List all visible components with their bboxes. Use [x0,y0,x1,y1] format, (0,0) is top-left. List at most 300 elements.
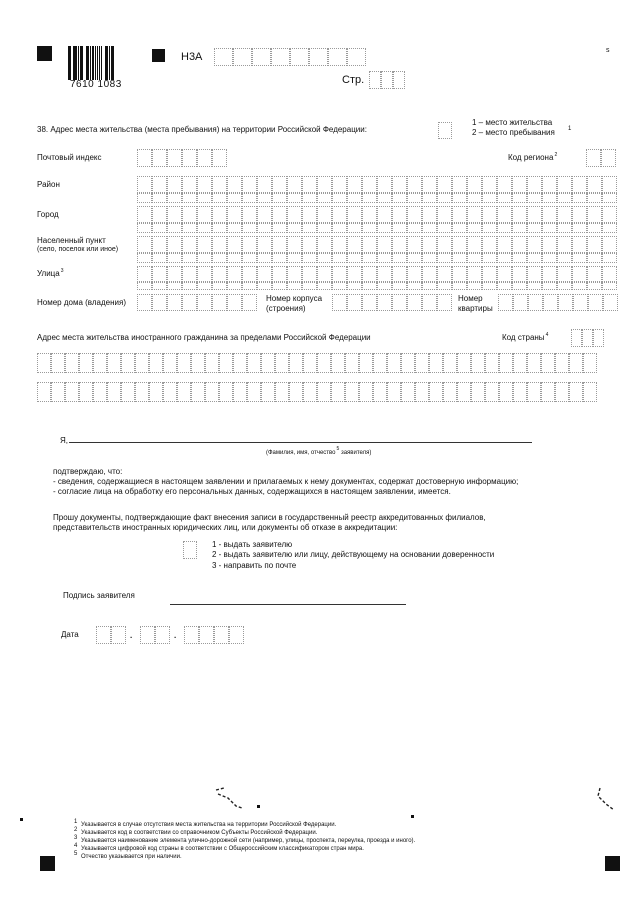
declarant-name-line[interactable] [69,442,532,443]
comb-cell[interactable] [587,223,602,233]
comb-cell[interactable] [347,206,362,223]
comb-cell[interactable] [542,206,557,223]
comb-cell[interactable] [497,223,512,233]
comb-cell[interactable] [569,382,583,402]
comb-cell[interactable] [482,236,497,253]
comb-cell[interactable] [287,206,302,223]
comb-cell[interactable] [191,353,205,373]
comb-cell[interactable] [347,193,362,203]
comb-cell[interactable] [347,282,362,290]
comb-cell[interactable] [437,193,452,203]
comb-cell[interactable] [593,329,604,347]
comb-cell[interactable] [381,71,393,89]
comb-cell[interactable] [437,282,452,290]
comb-cell[interactable] [452,206,467,223]
comb-cell[interactable] [182,253,197,263]
comb-cell[interactable] [107,353,121,373]
comb-cell[interactable] [152,282,167,290]
comb-cell[interactable] [452,236,467,253]
comb-cell[interactable] [569,353,583,373]
comb-cell[interactable] [51,382,65,402]
comb-cell[interactable] [392,176,407,193]
comb-cell[interactable] [392,266,407,282]
comb-cell[interactable] [467,253,482,263]
comb-cell[interactable] [482,176,497,193]
comb-cell[interactable] [242,266,257,282]
comb-cell[interactable] [497,236,512,253]
street-field-row1[interactable] [137,266,617,282]
comb-cell[interactable] [557,282,572,290]
comb-cell[interactable] [182,176,197,193]
comb-cell[interactable] [377,294,392,311]
comb-cell[interactable] [452,193,467,203]
comb-cell[interactable] [557,223,572,233]
comb-cell[interactable] [527,282,542,290]
comb-cell[interactable] [362,193,377,203]
comb-cell[interactable] [512,282,527,290]
comb-cell[interactable] [602,253,617,263]
comb-cell[interactable] [328,48,347,66]
comb-cell[interactable] [345,382,359,402]
comb-cell[interactable] [317,206,332,223]
comb-cell[interactable] [407,176,422,193]
comb-cell[interactable] [401,353,415,373]
comb-cell[interactable] [392,294,407,311]
comb-cell[interactable] [377,193,392,203]
city-field-row1[interactable] [137,206,617,223]
comb-cell[interactable] [422,253,437,263]
comb-cell[interactable] [212,206,227,223]
comb-cell[interactable] [197,149,212,167]
comb-cell[interactable] [152,223,167,233]
comb-cell[interactable] [572,206,587,223]
comb-cell[interactable] [393,71,405,89]
comb-cell[interactable] [137,176,152,193]
page-number-field[interactable] [369,71,405,89]
comb-cell[interactable] [65,382,79,402]
comb-cell[interactable] [275,382,289,402]
comb-cell[interactable] [527,266,542,282]
comb-cell[interactable] [513,353,527,373]
comb-cell[interactable] [242,236,257,253]
comb-cell[interactable] [602,236,617,253]
comb-cell[interactable] [212,282,227,290]
comb-cell[interactable] [272,176,287,193]
comb-cell[interactable] [359,382,373,402]
comb-cell[interactable] [205,353,219,373]
comb-cell[interactable] [137,149,152,167]
comb-cell[interactable] [257,176,272,193]
comb-cell[interactable] [543,294,558,311]
comb-cell[interactable] [303,353,317,373]
district-field-row2[interactable] [137,193,617,203]
comb-cell[interactable] [452,282,467,290]
comb-cell[interactable] [467,176,482,193]
comb-cell[interactable] [527,236,542,253]
comb-cell[interactable] [557,266,572,282]
comb-cell[interactable] [345,353,359,373]
comb-cell[interactable] [257,223,272,233]
comb-cell[interactable] [467,206,482,223]
comb-cell[interactable] [332,223,347,233]
comb-cell[interactable] [392,253,407,263]
comb-cell[interactable] [242,176,257,193]
comb-cell[interactable] [182,149,197,167]
comb-cell[interactable] [51,353,65,373]
building-number-field[interactable] [332,294,452,311]
comb-cell[interactable] [457,353,471,373]
comb-cell[interactable] [407,193,422,203]
comb-cell[interactable] [482,282,497,290]
comb-cell[interactable] [182,206,197,223]
comb-cell[interactable] [302,253,317,263]
city-field-row2[interactable] [137,223,617,233]
comb-cell[interactable] [452,223,467,233]
comb-cell[interactable] [437,223,452,233]
comb-cell[interactable] [212,149,227,167]
comb-cell[interactable] [197,294,212,311]
comb-cell[interactable] [602,176,617,193]
comb-cell[interactable] [152,294,167,311]
comb-cell[interactable] [272,223,287,233]
comb-cell[interactable] [512,253,527,263]
comb-cell[interactable] [467,282,482,290]
comb-cell[interactable] [407,223,422,233]
comb-cell[interactable] [542,193,557,203]
comb-cell[interactable] [214,626,229,644]
comb-cell[interactable] [542,253,557,263]
comb-cell[interactable] [149,382,163,402]
comb-cell[interactable] [137,236,152,253]
comb-cell[interactable] [555,353,569,373]
comb-cell[interactable] [572,253,587,263]
comb-cell[interactable] [542,176,557,193]
comb-cell[interactable] [227,253,242,263]
comb-cell[interactable] [583,382,597,402]
comb-cell[interactable] [467,223,482,233]
comb-cell[interactable] [152,206,167,223]
comb-cell[interactable] [437,206,452,223]
comb-cell[interactable] [317,176,332,193]
comb-cell[interactable] [182,266,197,282]
comb-cell[interactable] [247,353,261,373]
comb-cell[interactable] [227,282,242,290]
postal-code-field[interactable] [137,149,227,167]
comb-cell[interactable] [227,223,242,233]
comb-cell[interactable] [197,282,212,290]
comb-cell[interactable] [37,382,51,402]
comb-cell[interactable] [212,223,227,233]
comb-cell[interactable] [602,282,617,290]
comb-cell[interactable] [392,236,407,253]
comb-cell[interactable] [542,223,557,233]
comb-cell[interactable] [219,382,233,402]
comb-cell[interactable] [392,206,407,223]
comb-cell[interactable] [437,294,452,311]
comb-cell[interactable] [137,206,152,223]
comb-cell[interactable] [347,253,362,263]
comb-cell[interactable] [362,206,377,223]
comb-cell[interactable] [512,266,527,282]
comb-cell[interactable] [541,353,555,373]
comb-cell[interactable] [93,382,107,402]
comb-cell[interactable] [96,626,111,644]
comb-cell[interactable] [272,253,287,263]
comb-cell[interactable] [152,253,167,263]
comb-cell[interactable] [167,282,182,290]
comb-cell[interactable] [261,353,275,373]
comb-cell[interactable] [377,236,392,253]
comb-cell[interactable] [121,353,135,373]
comb-cell[interactable] [499,353,513,373]
comb-cell[interactable] [401,382,415,402]
comb-cell[interactable] [471,353,485,373]
comb-cell[interactable] [572,176,587,193]
comb-cell[interactable] [182,223,197,233]
comb-cell[interactable] [407,253,422,263]
comb-cell[interactable] [429,353,443,373]
comb-cell[interactable] [362,236,377,253]
comb-cell[interactable] [197,223,212,233]
comb-cell[interactable] [272,266,287,282]
comb-cell[interactable] [287,266,302,282]
comb-cell[interactable] [287,253,302,263]
comb-cell[interactable] [309,48,328,66]
comb-cell[interactable] [257,253,272,263]
comb-cell[interactable] [573,294,588,311]
apartment-number-field[interactable] [498,294,618,311]
comb-cell[interactable] [184,626,199,644]
comb-cell[interactable] [167,294,182,311]
comb-cell[interactable] [482,266,497,282]
comb-cell[interactable] [527,176,542,193]
comb-cell[interactable] [392,223,407,233]
comb-cell[interactable] [332,282,347,290]
comb-cell[interactable] [557,193,572,203]
comb-cell[interactable] [197,236,212,253]
comb-cell[interactable] [177,382,191,402]
comb-cell[interactable] [182,193,197,203]
comb-cell[interactable] [512,223,527,233]
comb-cell[interactable] [587,193,602,203]
comb-cell[interactable] [362,282,377,290]
comb-cell[interactable] [422,193,437,203]
comb-cell[interactable] [527,353,541,373]
comb-cell[interactable] [177,353,191,373]
comb-cell[interactable] [485,382,499,402]
comb-cell[interactable] [392,193,407,203]
comb-cell[interactable] [199,626,214,644]
comb-cell[interactable] [528,294,543,311]
comb-cell[interactable] [332,176,347,193]
comb-cell[interactable] [583,353,597,373]
comb-cell[interactable] [271,48,290,66]
comb-cell[interactable] [287,236,302,253]
comb-cell[interactable] [257,236,272,253]
comb-cell[interactable] [212,266,227,282]
comb-cell[interactable] [242,223,257,233]
comb-cell[interactable] [587,206,602,223]
country-code-field[interactable] [571,329,604,347]
comb-cell[interactable] [512,206,527,223]
comb-cell[interactable] [219,353,233,373]
comb-cell[interactable] [572,236,587,253]
comb-cell[interactable] [111,626,126,644]
comb-cell[interactable] [272,206,287,223]
comb-cell[interactable] [482,193,497,203]
comb-cell[interactable] [422,266,437,282]
comb-cell[interactable] [182,282,197,290]
comb-cell[interactable] [527,193,542,203]
comb-cell[interactable] [437,176,452,193]
comb-cell[interactable] [422,176,437,193]
comb-cell[interactable] [37,353,51,373]
comb-cell[interactable] [302,236,317,253]
comb-cell[interactable] [572,223,587,233]
comb-cell[interactable] [587,236,602,253]
street-field-row2[interactable] [137,282,617,290]
comb-cell[interactable] [377,266,392,282]
comb-cell[interactable] [317,353,331,373]
comb-cell[interactable] [347,223,362,233]
comb-cell[interactable] [512,176,527,193]
comb-cell[interactable] [137,294,152,311]
comb-cell[interactable] [233,48,252,66]
comb-cell[interactable] [65,353,79,373]
comb-cell[interactable] [252,48,271,66]
comb-cell[interactable] [229,626,244,644]
comb-cell[interactable] [485,353,499,373]
nza-field[interactable] [214,48,366,66]
region-code-field[interactable] [586,149,616,167]
comb-cell[interactable] [422,206,437,223]
comb-cell[interactable] [290,48,309,66]
comb-cell[interactable] [79,382,93,402]
comb-cell[interactable] [317,253,332,263]
comb-cell[interactable] [571,329,582,347]
comb-cell[interactable] [261,382,275,402]
comb-cell[interactable] [362,253,377,263]
comb-cell[interactable] [498,294,513,311]
comb-cell[interactable] [407,294,422,311]
comb-cell[interactable] [303,382,317,402]
comb-cell[interactable] [257,266,272,282]
comb-cell[interactable] [471,382,485,402]
comb-cell[interactable] [257,193,272,203]
comb-cell[interactable] [467,266,482,282]
comb-cell[interactable] [362,294,377,311]
comb-cell[interactable] [586,149,601,167]
comb-cell[interactable] [482,253,497,263]
comb-cell[interactable] [438,122,452,139]
comb-cell[interactable] [527,223,542,233]
comb-cell[interactable] [362,176,377,193]
comb-cell[interactable] [317,382,331,402]
comb-cell[interactable] [407,282,422,290]
comb-cell[interactable] [482,206,497,223]
comb-cell[interactable] [152,193,167,203]
comb-cell[interactable] [601,149,616,167]
comb-cell[interactable] [332,294,347,311]
comb-cell[interactable] [497,253,512,263]
comb-cell[interactable] [467,236,482,253]
comb-cell[interactable] [302,223,317,233]
comb-cell[interactable] [152,266,167,282]
comb-cell[interactable] [272,193,287,203]
comb-cell[interactable] [317,223,332,233]
comb-cell[interactable] [415,382,429,402]
signature-line[interactable] [170,604,406,605]
comb-cell[interactable] [183,541,197,559]
comb-cell[interactable] [331,353,345,373]
comb-cell[interactable] [557,176,572,193]
date-month-field[interactable] [140,626,170,644]
comb-cell[interactable] [555,382,569,402]
comb-cell[interactable] [242,206,257,223]
comb-cell[interactable] [457,382,471,402]
comb-cell[interactable] [182,294,197,311]
comb-cell[interactable] [167,223,182,233]
comb-cell[interactable] [167,193,182,203]
comb-cell[interactable] [437,236,452,253]
comb-cell[interactable] [317,193,332,203]
comb-cell[interactable] [107,382,121,402]
comb-cell[interactable] [135,382,149,402]
comb-cell[interactable] [214,48,233,66]
comb-cell[interactable] [212,176,227,193]
comb-cell[interactable] [377,206,392,223]
comb-cell[interactable] [287,223,302,233]
comb-cell[interactable] [513,294,528,311]
comb-cell[interactable] [227,236,242,253]
comb-cell[interactable] [407,236,422,253]
comb-cell[interactable] [373,382,387,402]
comb-cell[interactable] [302,266,317,282]
comb-cell[interactable] [332,206,347,223]
comb-cell[interactable] [512,236,527,253]
comb-cell[interactable] [135,353,149,373]
comb-cell[interactable] [443,353,457,373]
comb-cell[interactable] [392,282,407,290]
comb-cell[interactable] [602,206,617,223]
comb-cell[interactable] [497,266,512,282]
comb-cell[interactable] [347,266,362,282]
comb-cell[interactable] [289,353,303,373]
comb-cell[interactable] [572,266,587,282]
comb-cell[interactable] [332,193,347,203]
comb-cell[interactable] [587,253,602,263]
comb-cell[interactable] [163,353,177,373]
comb-cell[interactable] [152,149,167,167]
comb-cell[interactable] [205,382,219,402]
comb-cell[interactable] [467,193,482,203]
comb-cell[interactable] [572,282,587,290]
locality-field-row2[interactable] [137,253,617,263]
comb-cell[interactable] [227,266,242,282]
comb-cell[interactable] [347,176,362,193]
comb-cell[interactable] [497,176,512,193]
comb-cell[interactable] [527,382,541,402]
comb-cell[interactable] [557,206,572,223]
comb-cell[interactable] [437,266,452,282]
comb-cell[interactable] [387,353,401,373]
comb-cell[interactable] [233,382,247,402]
comb-cell[interactable] [557,253,572,263]
comb-cell[interactable] [317,236,332,253]
comb-cell[interactable] [242,253,257,263]
comb-cell[interactable] [167,176,182,193]
comb-cell[interactable] [212,294,227,311]
